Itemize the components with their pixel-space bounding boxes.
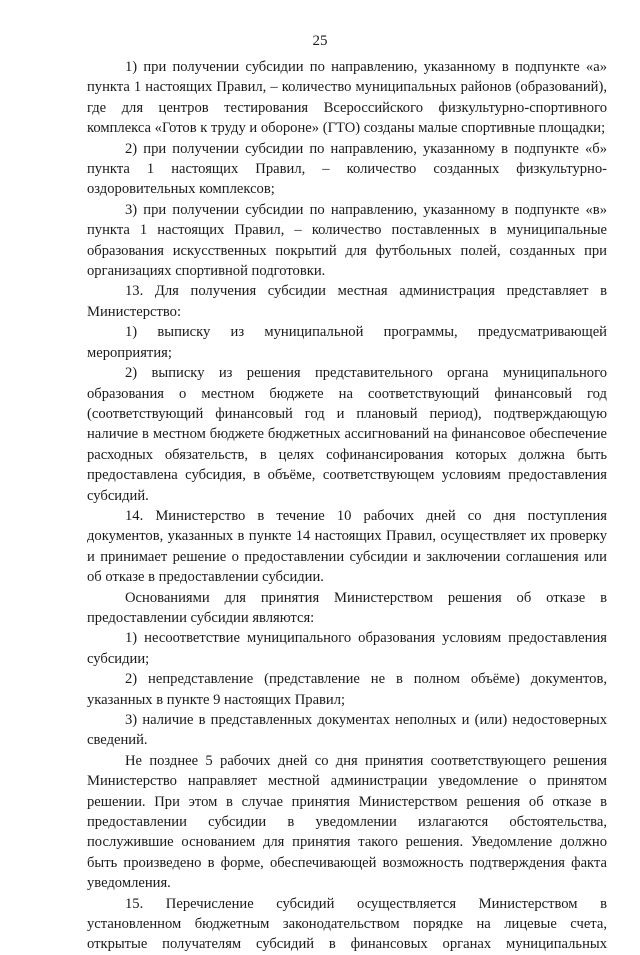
refusal-grounds-intro: Основаниями для принятия Министерством решения об отказе в предоставлении субсидии являются: — [87, 589, 607, 626]
page-number: 25 — [312, 33, 328, 49]
paragraph-15: 15. Перечисление субсидий осуществляется Министерством в установленном бюджетным законодательством порядке на лицевые счета, открытые получателям субсидий в финансовых органах муниципальных — [87, 895, 607, 953]
paragraph-3-indicator-v: 3) при получении субсидии по направлению, указанному в подпункте «в» пункта 1 настоящих Правил, – количество поставленных в муниципальные образования искусственных покрытий для футбольных полей, созданных при организациях спортивной подготовки. — [87, 201, 607, 280]
paragraph-1-indicator-a: 1) при получении субсидии по направлению, указанному в подпункте «а» пункта 1 настоящих Правил, – количество муниципальных районов (образований), где для центров тестирования Всероссийского физкультурно-спортивного комплекса «Готов к труду и обороне» (ГТО) созданы малые спортивные площадки; — [87, 59, 607, 137]
notification-paragraph: Не позднее 5 рабочих дней со дня принятия соответствующего решения Министерство направляет местной администрации уведомление о принятом решении. При этом в случае принятия Министерством решения об отказе в предоставлении субсидии в уведомлении излагаются обстоятельства, послужившие основанием для принятия такого решения. Уведомление должно быть произведено в форме, обеспечивающей возможность подтверждения факта уведомления. — [87, 752, 607, 892]
paragraph-13-heading: 13. Для получения субсидии местная администрация представляет в Министерство: — [87, 283, 607, 320]
refusal-ground-2: 2) непредставление (представление не в полном объёме) документов, указанных в пункте 9 настоящих Правил; — [87, 671, 607, 708]
document-body — [87, 57, 607, 955]
paragraph-2-indicator-b: 2) при получении субсидии по направлению, указанному в подпункте «б» пункта 1 настоящих Правил, – количество созданных физкультурно-оздоровительных комплексов; — [87, 140, 607, 198]
refusal-ground-3: 3) наличие в представленных документах неполных и (или) недостоверных сведений. — [87, 712, 607, 749]
paragraph-13-item-1: 1) выписку из муниципальной программы, предусматривающей мероприятия; — [87, 324, 607, 361]
paragraph-14: 14. Министерство в течение 10 рабочих дней со дня поступления документов, указанных в пункте 14 настоящих Правил, осуществляет их проверку и принимает решение о предоставлении субсидии и заключении соглашения или об отказе в предоставлении субсидии. — [87, 507, 607, 586]
refusal-ground-1: 1) несоответствие муниципального образования условиям предоставления субсидии; — [87, 630, 607, 667]
paragraph-13-item-2: 2) выписку из решения представительного органа муниципального образования о местном бюджете на соответствующий финансовый год (соответствующий финансовый год и плановый период), подтверждающую наличие в местном бюджете бюджетных ассигнований на финансовое обеспечение расходных обязательств, в целях софинансирования которых должна быть предоставлена субсидия, в объёме, соответствующем условиям предоставления субсидий. — [87, 365, 607, 504]
